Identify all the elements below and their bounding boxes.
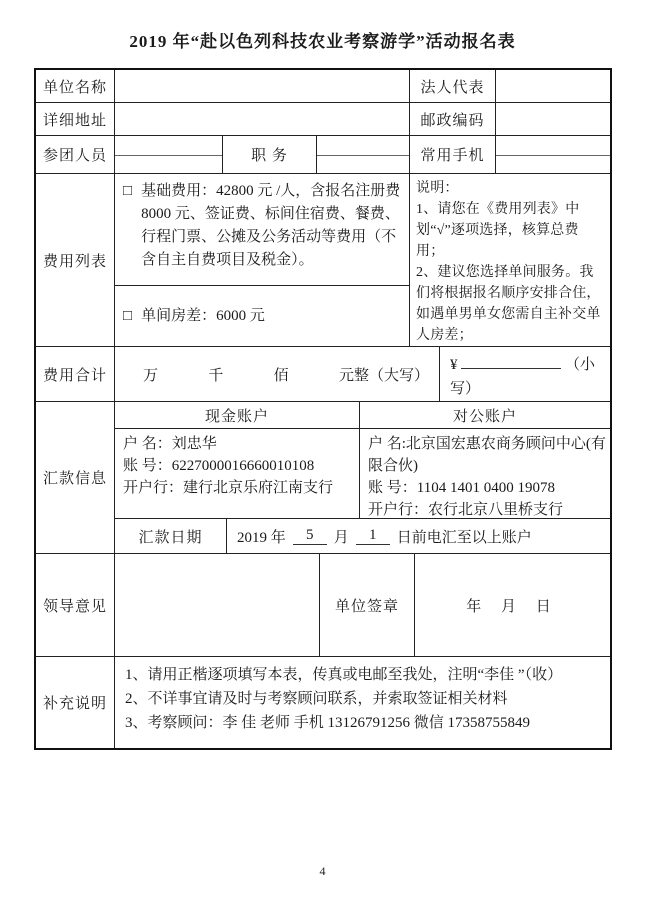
supplement-label: 补充说明 (36, 657, 115, 748)
checkbox-icon[interactable]: □ (123, 307, 133, 324)
total-label: 费用合计 (36, 347, 115, 401)
remittance-label: 汇款信息 (36, 402, 115, 553)
fill-line (317, 155, 409, 156)
supplement-content (115, 657, 610, 748)
members-label: 参团人员 (36, 136, 115, 173)
remittance-details (115, 402, 610, 553)
form-title: 2019 年“赴以色列科技农业考察游学”活动报名表 (129, 32, 516, 51)
daxie-qian: 千 (208, 367, 224, 384)
corp-holder: 户 名:北京国宏惠农商务顾问中心(有限合伙) (368, 436, 606, 474)
fee-notes-title: 说明： (416, 181, 459, 196)
row-members (36, 136, 610, 174)
legal-rep-field[interactable] (496, 70, 610, 102)
corp-number: 账 号：1104 1401 0400 19078 (368, 480, 555, 496)
supplement-item-3: 3、考察顾问：李 佳 老师 手机 13126791256 微信 17358755849 (125, 715, 531, 731)
registration-form-table (34, 68, 612, 750)
fee-options (115, 174, 410, 346)
members-field[interactable] (115, 136, 223, 173)
fee-note-2: 2、建议您选择单间服务。我们将根据报名顺序安排合住，如遇单男单女您需自主补交单人房差； (416, 265, 601, 343)
date-suffix: 日前电汇至以上账户 (396, 529, 532, 546)
leader-opinion-label: 领导意见 (36, 554, 115, 656)
fee-item-basic (115, 174, 409, 286)
fill-line (496, 155, 610, 156)
unit-name-field[interactable] (115, 70, 410, 102)
row-remittance (36, 402, 610, 554)
amount-underline[interactable] (461, 354, 561, 369)
xiaoxie-suffix: （小写） (450, 357, 596, 397)
currency-symbol: ¥ (450, 357, 458, 373)
checkbox-icon[interactable]: □ (123, 183, 133, 199)
cash-bank: 开户行：建行北京乐府江南支行 (123, 480, 334, 496)
position-field[interactable] (317, 136, 410, 173)
daxie-bai: 佰 (273, 367, 289, 384)
date-prefix: 2019 年 (237, 529, 286, 546)
fee-notes (410, 174, 610, 346)
unit-name-label: 单位名称 (36, 70, 115, 102)
account-headers (115, 402, 610, 429)
leader-opinion-field[interactable] (115, 554, 320, 656)
fee-list-label: 费用列表 (36, 174, 115, 346)
row-unit-name (36, 70, 610, 103)
cash-number: 账 号：6227000016660010108 (123, 458, 315, 474)
row-fee-list (36, 174, 610, 347)
daxie-suffix: 元整（大写） (338, 367, 429, 384)
mobile-label: 常用手机 (410, 136, 496, 173)
row-total (36, 347, 610, 402)
cash-holder: 户 名：刘忠华 (123, 436, 217, 452)
corp-account-details (360, 429, 610, 518)
date-mid: 月 (333, 529, 349, 546)
remit-date-label: 汇款日期 (115, 519, 227, 553)
supplement-item-2: 2、不详事宜请及时与考察顾问联系，并索取签证相关材料 (125, 691, 508, 707)
row-address (36, 103, 610, 136)
account-bodies (115, 429, 610, 519)
total-xiaoxie (440, 347, 610, 401)
corp-account-header: 对公账户 (452, 408, 517, 425)
month-blank[interactable]: 5 (293, 527, 327, 545)
cash-account-header: 现金账户 (115, 402, 360, 428)
fee-single-room-text: 单间房差：6000 元 (141, 307, 265, 324)
day-blank[interactable]: 1 (356, 527, 390, 545)
address-label: 详细地址 (36, 103, 115, 135)
page-number: 4 (319, 864, 326, 878)
legal-rep-label: 法人代表 (410, 70, 496, 102)
row-leader-opinion (36, 554, 610, 657)
corp-bank: 开户行：农行北京八里桥支行 (368, 502, 564, 518)
supplement-item-1: 1、请用正楷逐项填写本表，传真或电邮至我处，注明“李佳 ”（收） (125, 667, 563, 683)
cash-account-details (115, 429, 360, 518)
mobile-field[interactable] (496, 136, 610, 173)
unit-seal-label: 单位签章 (320, 554, 415, 656)
address-field[interactable] (115, 103, 410, 135)
fee-basic-text: 基础费用：42800 元 /人，含报名注册费 8000 元、签证费、标间住宿费、餐费、行程门票、公摊及公务活动等费用（不含自主自费项目及税金）。 (141, 183, 401, 268)
fill-line (115, 155, 222, 156)
postal-code-label: 邮政编码 (410, 103, 496, 135)
daxie-wan: 万 (143, 367, 159, 384)
remit-date-row (115, 519, 610, 553)
fee-item-single-room (115, 286, 409, 346)
row-supplement (36, 657, 610, 748)
seal-date-placeholder: 年 月 日 (466, 598, 559, 615)
remit-date-content (227, 519, 610, 553)
position-label: 职 务 (223, 136, 317, 173)
fee-note-1: 1、请您在《费用列表》中划“√”逐项选择，核算总费用； (416, 202, 580, 259)
total-daxie (115, 347, 440, 401)
postal-code-field[interactable] (496, 103, 610, 135)
